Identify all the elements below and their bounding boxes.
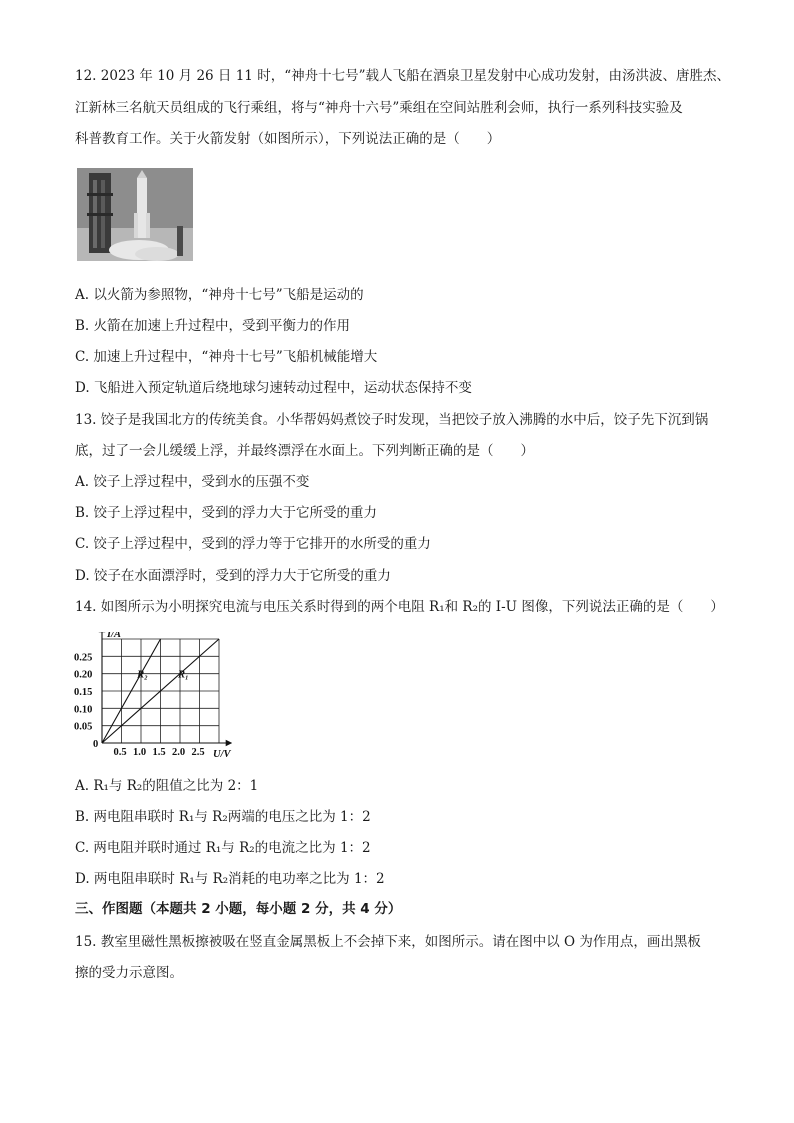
q12-line-3: 科普教育工作。关于火箭发射（如图所示），下列说法正确的是（ ） [75, 131, 501, 147]
x-tick-label: 1.0 [133, 747, 147, 758]
section-3-title: 三、作图题（本题共 2 小题，每小题 2 分，共 4 分） [75, 901, 402, 917]
q14-option-d: D. 两电阻串联时 R₁与 R₂消耗的电功率之比为 1：2 [75, 871, 385, 887]
q14-option-a: A. R₁与 R₂的阻值之比为 2：1 [75, 778, 259, 794]
y-tick-label: 0.25 [74, 652, 93, 664]
q15-line-2: 擦的受力示意图。 [75, 965, 183, 981]
x-tick-label: 2.0 [172, 747, 186, 758]
x-tick-label: 2.5 [191, 747, 205, 758]
q14-line-1: 14. 如图所示为小明探究电流与电压关系时得到的两个电阻 R₁和 R₂的 I-U 图像，下列说法正确的是（ ） [75, 599, 724, 615]
rocket-launch-image [77, 168, 193, 261]
iu-chart [72, 632, 232, 758]
y-tick-label: 0.05 [74, 721, 93, 733]
q14-option-b: B. 两电阻串联时 R₁与 R₂两端的电压之比为 1：2 [75, 809, 371, 825]
q12-line-1: 12. 2023 年 10 月 26 日 11 时，“神舟十七号”载人飞船在酒泉卫星发射中心成功发射，由汤洪波、唐胜杰、 [75, 68, 730, 84]
q12-option-b: B. 火箭在加速上升过程中，受到平衡力的作用 [75, 318, 351, 334]
q13-option-d: D. 饺子在水面漂浮时，受到的浮力大于它所受的重力 [75, 568, 391, 584]
q13-option-c: C. 饺子上浮过程中，受到的浮力等于它排开的水所受的重力 [75, 536, 431, 552]
q14-option-c: C. 两电阻并联时通过 R₁与 R₂的电流之比为 1：2 [75, 840, 371, 856]
y-axis-label: I/A [107, 632, 122, 640]
series-label-0: R₂ [137, 669, 148, 681]
x-tick-label: 1.5 [152, 747, 166, 758]
x-tick-label: 0.5 [113, 747, 127, 758]
q13-option-b: B. 饺子上浮过程中，受到的浮力大于它所受的重力 [75, 505, 378, 521]
origin-label: 0 [93, 739, 99, 750]
q12-option-c: C. 加速上升过程中，“神舟十七号”飞船机械能增大 [75, 349, 378, 365]
x-axis-label: U/V [213, 749, 231, 758]
y-tick-label: 0.20 [74, 669, 93, 681]
q13-line-1: 13. 饺子是我国北方的传统美食。小华帮妈妈煮饺子时发现，当把饺子放入沸腾的水中后，饺子先下沉到锅 [75, 412, 709, 428]
series-label-1: R₁ [178, 669, 189, 681]
q12-line-2: 江新林三名航天员组成的飞行乘组，将与“神舟十六号”乘组在空间站胜利会师，执行一系列科技实验及 [75, 100, 683, 116]
y-tick-label: 0.15 [74, 687, 93, 698]
q15-line-1: 15. 教室里磁性黑板擦被吸在竖直金属黑板上不会掉下来，如图所示。请在图中以 O 为作用点，画出黑板 [75, 934, 701, 950]
q13-line-2: 底，过了一会儿缓缓上浮，并最终漂浮在水面上。下列判断正确的是（ ） [75, 443, 534, 459]
q12-option-d: D. 飞船进入预定轨道后绕地球匀速转动过程中，运动状态保持不变 [75, 380, 472, 396]
iu-chart-svg [72, 632, 232, 758]
rocket-launch-photo [77, 168, 193, 261]
q12-option-a: A. 以火箭为参照物，“神舟十七号”飞船是运动的 [75, 287, 364, 303]
q13-option-a: A. 饺子上浮过程中，受到水的压强不变 [75, 474, 310, 490]
y-tick-label: 0.10 [74, 704, 93, 716]
